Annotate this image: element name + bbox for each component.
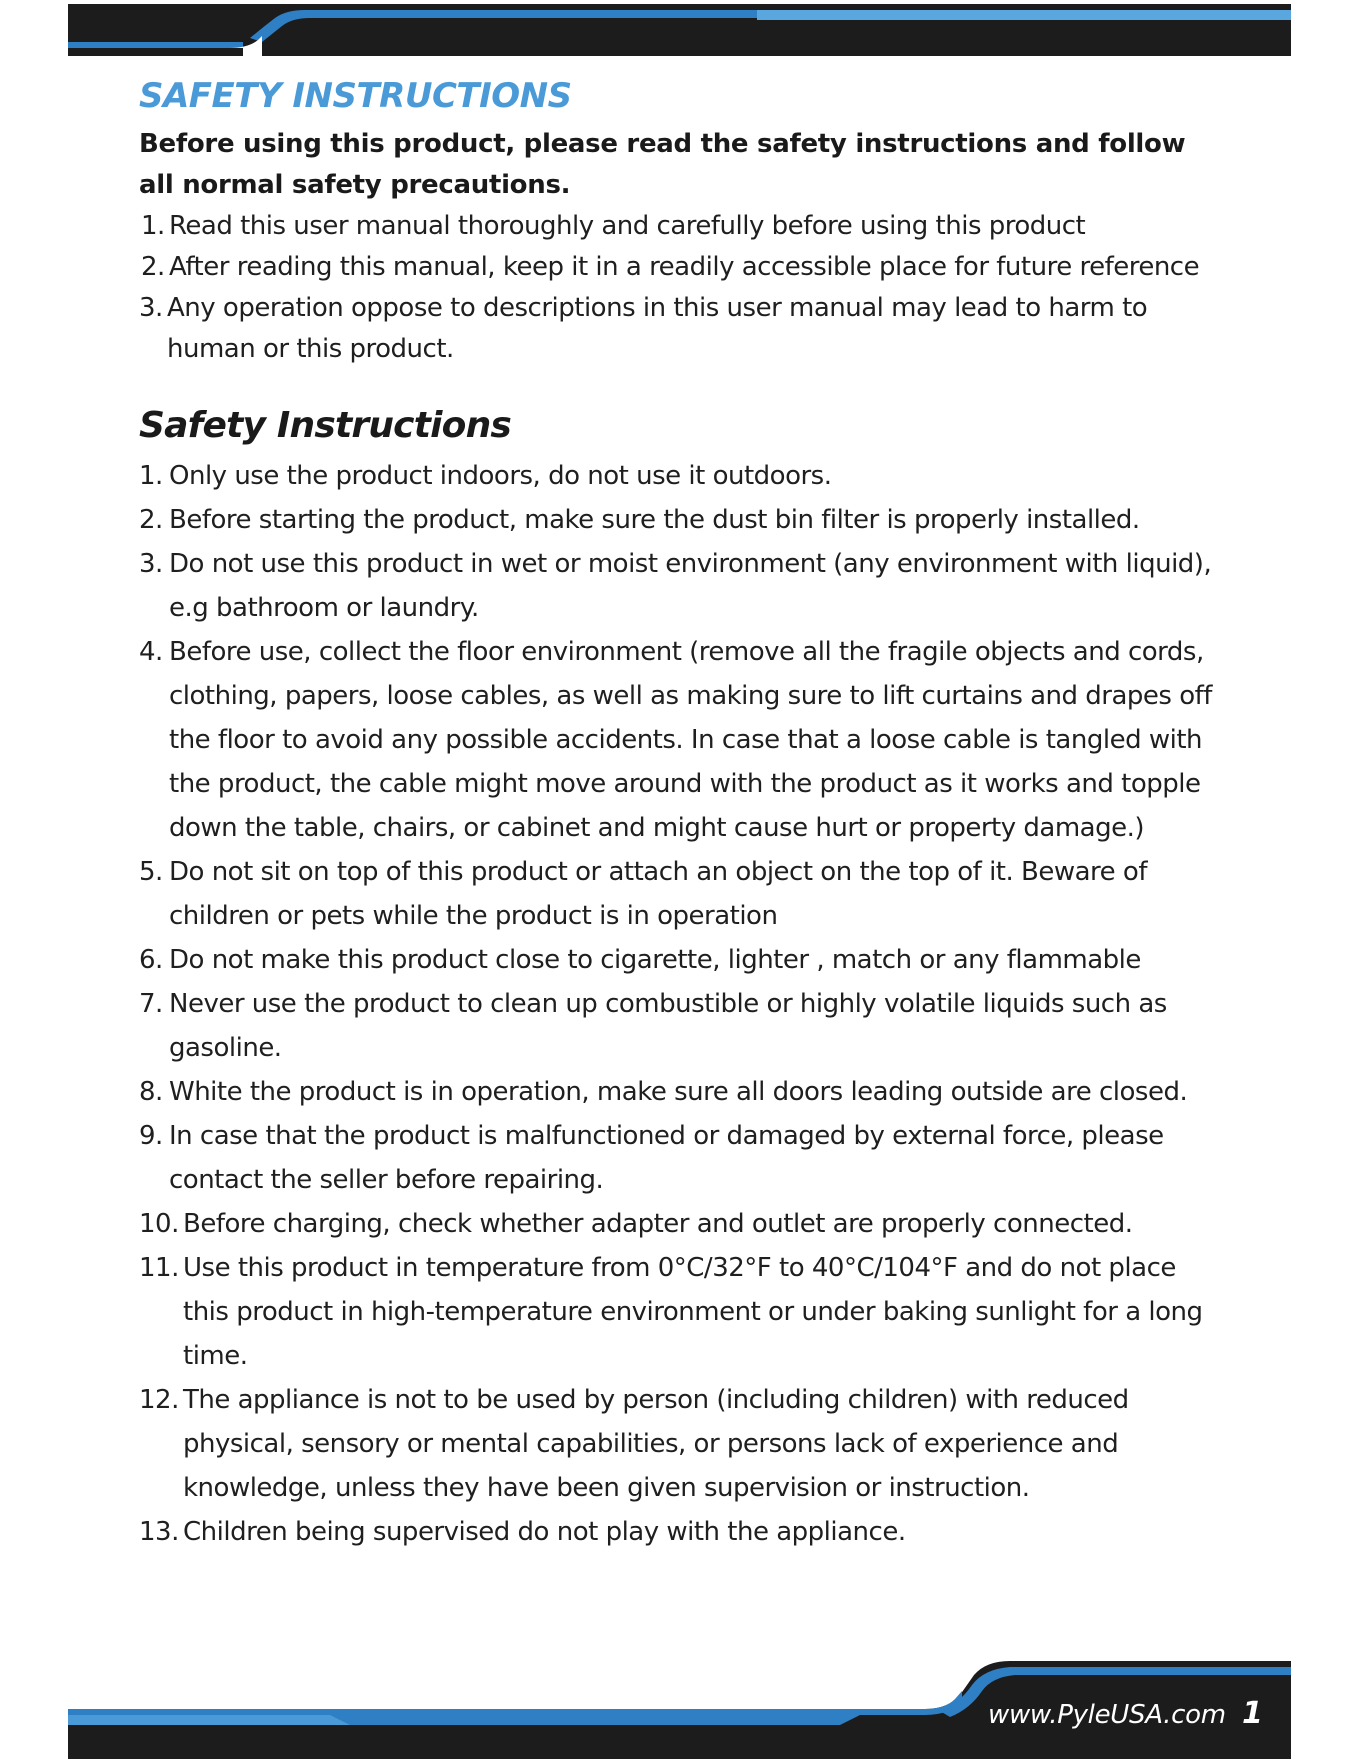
list-item: 13. Children being supervised do not play with the appliance.	[139, 1517, 906, 1547]
list-item: 4. Before use, collect the floor environment (remove all the fragile objects and cords, clothing, papers, loose cables, as well as making sure to lift curtains and drapes off the floor to avoid any possible accidents. In case that a loose cable is tangled with the product, the cable might move around with the product as it works and topple down the table, chairs, or cabinet and might cause hurt or property damage.)	[139, 637, 1212, 843]
list-item: 1. Read this user manual thoroughly and carefully before using this product	[141, 211, 1086, 241]
list-item: 2. Before starting the product, make sure the dust bin filter is properly installed.	[139, 505, 1140, 535]
safety-instructions-list	[139, 454, 1219, 1554]
section-title-safety-instructions-caps: SAFETY INSTRUCTIONS	[139, 76, 572, 116]
list-item: 1. Only use the product indoors, do not use it outdoors.	[139, 461, 832, 491]
list-item: 3. Do not use this product in wet or moist environment (any environment with liquid), e.g bathroom or laundry.	[139, 549, 1212, 623]
header-band	[0, 0, 1361, 60]
list-item: 8. White the product is in operation, make sure all doors leading outside are closed.	[139, 1077, 1188, 1107]
section-title-safety-instructions: Safety Instructions	[139, 405, 512, 446]
list-item: 5. Do not sit on top of this product or attach an object on the top of it. Beware of children or pets while the product is in operation	[139, 857, 1147, 931]
intro-paragraph: Before using this product, please read the safety instructions and follow all normal safety precautions.	[139, 129, 1186, 200]
page-number: 1	[1242, 1696, 1263, 1731]
list-item: 2. After reading this manual, keep it in a readily accessible place for future reference	[141, 252, 1200, 282]
list-item: 6. Do not make this product close to cigarette, lighter , match or any flammable	[139, 945, 1141, 975]
general-instructions-list	[139, 206, 1219, 370]
page-content	[139, 68, 1219, 1554]
list-item: 12. The appliance is not to be used by person (including children) with reduced physical, sensory or mental capabilities, or persons lack of experience and knowledge, unless they have been given supervision or instruction.	[139, 1385, 1129, 1503]
footer-website-link[interactable]: www.PyleUSA.com	[988, 1700, 1226, 1730]
list-item: 10. Before charging, check whether adapter and outlet are properly connected.	[139, 1209, 1133, 1239]
list-item: 9. In case that the product is malfunctioned or damaged by external force, please contact the seller before repairing.	[139, 1121, 1164, 1195]
list-item: 11. Use this product in temperature from 0°C/32°F to 40°C/104°F and do not place this product in high-temperature environment or under baking sunlight for a long time.	[139, 1253, 1203, 1371]
list-item: 3. Any operation oppose to descriptions in this user manual may lead to harm to human or this product.	[139, 293, 1148, 364]
list-item: 7. Never use the product to clean up combustible or highly volatile liquids such as gasoline.	[139, 989, 1167, 1063]
